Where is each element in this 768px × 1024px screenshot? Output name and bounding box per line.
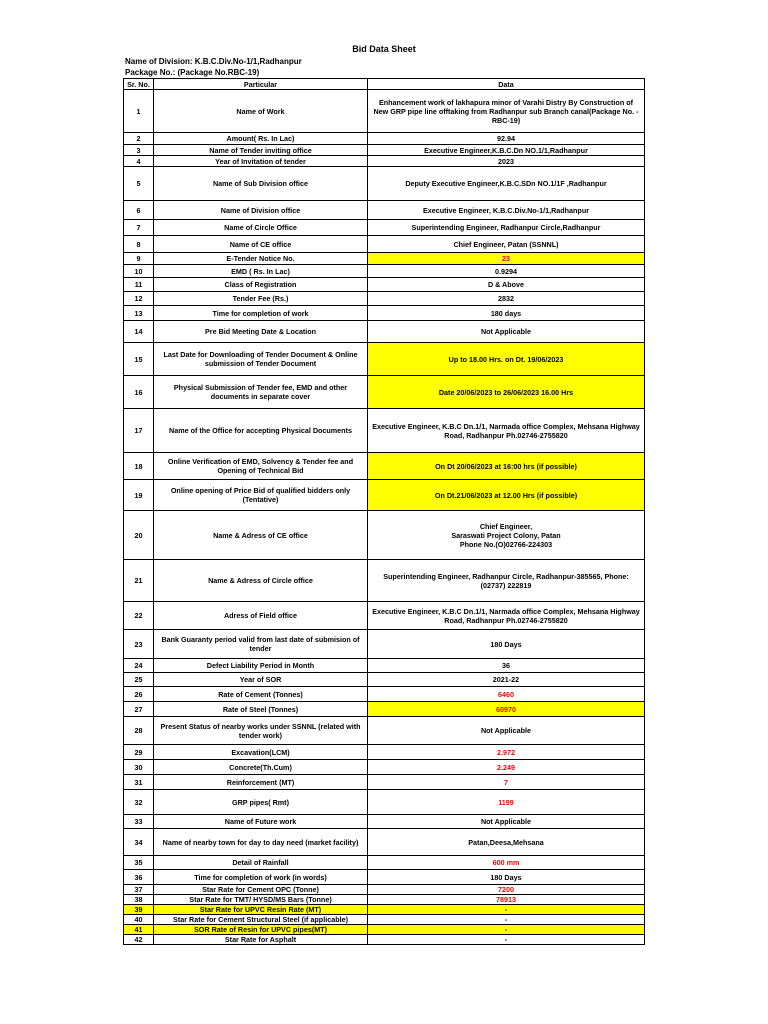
row-data: Superintending Engineer, Radhanpur Circle,Radhanpur — [368, 220, 645, 236]
row-sr: 25 — [124, 673, 154, 687]
table-row — [124, 915, 645, 925]
row-particular: Star Rate for Asphalt — [154, 935, 368, 945]
table-row — [124, 760, 645, 775]
table-row — [124, 409, 645, 453]
row-sr: 34 — [124, 829, 154, 856]
row-sr: 21 — [124, 560, 154, 602]
sheet-title: Bid Data Sheet — [352, 44, 416, 54]
row-sr: 9 — [124, 253, 154, 265]
table-row — [124, 630, 645, 659]
row-data: 6460 — [368, 687, 645, 702]
row-sr: 38 — [124, 895, 154, 905]
row-particular: Pre Bid Meeting Date & Location — [154, 321, 368, 343]
row-sr: 15 — [124, 343, 154, 376]
row-data: Not Applicable — [368, 717, 645, 745]
row-particular: Adress of Field office — [154, 602, 368, 630]
row-sr: 7 — [124, 220, 154, 236]
row-particular: Year of SOR — [154, 673, 368, 687]
row-data: On Dt.21/06/2023 at 12.00 Hrs (if possible) — [368, 480, 645, 511]
row-particular: Concrete(Th.Cum) — [154, 760, 368, 775]
row-particular: EMD ( Rs. In Lac) — [154, 265, 368, 278]
row-sr: 13 — [124, 306, 154, 321]
row-particular: Rate of Cement (Tonnes) — [154, 687, 368, 702]
table-row — [124, 145, 645, 156]
table-row — [124, 659, 645, 673]
bid-data-table — [123, 78, 645, 945]
row-particular: Name of nearby town for day to day need (market facility) — [154, 829, 368, 856]
row-data: 2.249 — [368, 760, 645, 775]
row-sr: 41 — [124, 925, 154, 935]
row-sr: 14 — [124, 321, 154, 343]
row-data: 36 — [368, 659, 645, 673]
row-sr: 6 — [124, 201, 154, 220]
ce-office-line: Phone No.(O)02766-224303 — [459, 539, 553, 549]
row-sr: 35 — [124, 856, 154, 870]
row-particular: Present Status of nearby works under SSNNL (related with tender work) — [154, 717, 368, 745]
row-sr: 20 — [124, 511, 154, 560]
row-data: 180 days — [368, 306, 645, 321]
row-sr: 31 — [124, 775, 154, 790]
table-row — [124, 236, 645, 253]
table-row — [124, 829, 645, 856]
row-data: 7 — [368, 775, 645, 790]
table-row — [124, 925, 645, 935]
table-row — [124, 292, 645, 306]
row-sr: 16 — [124, 376, 154, 409]
row-particular: Amount( Rs. In Lac) — [154, 133, 368, 145]
row-data: - — [368, 905, 645, 915]
row-particular: Year of Invitation of tender — [154, 156, 368, 167]
row-particular: Name of Work — [154, 90, 368, 133]
header-particular: Particular — [154, 79, 368, 90]
row-particular: Class of Registration — [154, 278, 368, 292]
row-data: Patan,Deesa,Mehsana — [368, 829, 645, 856]
row-data: Deputy Executive Engineer,K.B.C.SDn NO.1/1F ,Radhanpur — [368, 167, 645, 201]
row-particular: Name & Adress of Circle office — [154, 560, 368, 602]
row-particular: Reinforcement (MT) — [154, 775, 368, 790]
row-data: 23 — [368, 253, 645, 265]
row-data: Date 20/06/2023 to 26/06/2023 16.00 Hrs — [368, 376, 645, 409]
row-data: Executive Engineer, K.B.C Dn.1/1, Narmada office Complex, Mehsana Highway Road, Radhanpur Ph.02746-2755820 — [368, 602, 645, 630]
row-particular: SOR Rate of Resin for UPVC pipes(MT) — [154, 925, 368, 935]
table-row — [124, 560, 645, 602]
row-data: On Dt 20/06/2023 at 16:00 hrs (if possible) — [368, 453, 645, 480]
table-row — [124, 343, 645, 376]
row-sr: 12 — [124, 292, 154, 306]
row-particular: Online Verification of EMD, Solvency & Tender fee and Opening of Technical Bid — [154, 453, 368, 480]
row-particular: Time for completion of work — [154, 306, 368, 321]
row-sr: 33 — [124, 815, 154, 829]
package-line: Package No.: (Package No.RBC-19) — [125, 68, 260, 77]
table-row — [124, 321, 645, 343]
row-particular: Time for completion of work (in words) — [154, 870, 368, 885]
table-row — [124, 201, 645, 220]
header-data: Data — [368, 79, 645, 90]
row-data: 78913 — [368, 895, 645, 905]
row-sr: 4 — [124, 156, 154, 167]
table-row — [124, 895, 645, 905]
row-data: Up to 18.00 Hrs. on Dt. 19/06/2023 — [368, 343, 645, 376]
row-data: D & Above — [368, 278, 645, 292]
row-particular: Name of the Office for accepting Physical Documents — [154, 409, 368, 453]
row-sr: 18 — [124, 453, 154, 480]
table-row — [124, 306, 645, 321]
row-particular: Name & Adress of CE office — [154, 511, 368, 560]
row-data: Not Applicable — [368, 815, 645, 829]
row-data: - — [368, 935, 645, 945]
row-sr: 1 — [124, 90, 154, 133]
table-row — [124, 815, 645, 829]
table-row — [124, 133, 645, 145]
row-particular: Name of Division office — [154, 201, 368, 220]
row-sr: 2 — [124, 133, 154, 145]
table-row — [124, 602, 645, 630]
row-sr: 29 — [124, 745, 154, 760]
ce-office-line: Saraswati Project Colony, Patan — [451, 530, 561, 540]
row-data: 600 mm — [368, 856, 645, 870]
row-data: 1199 — [368, 790, 645, 815]
table-row — [124, 265, 645, 278]
row-data: 2023 — [368, 156, 645, 167]
table-row — [124, 90, 645, 133]
table-row — [124, 220, 645, 236]
row-sr: 32 — [124, 790, 154, 815]
row-sr: 30 — [124, 760, 154, 775]
row-sr: 40 — [124, 915, 154, 925]
row-sr: 26 — [124, 687, 154, 702]
table-row — [124, 376, 645, 409]
row-data: 60970 — [368, 702, 645, 717]
row-data: Executive Engineer, K.B.C.Div.No-1/1,Radhanpur — [368, 201, 645, 220]
row-sr: 42 — [124, 935, 154, 945]
row-data: 2.972 — [368, 745, 645, 760]
row-particular: Excavation(LCM) — [154, 745, 368, 760]
row-particular: Defect Liability Period in Month — [154, 659, 368, 673]
ce-office-line: Chief Engineer, — [479, 521, 533, 531]
table-row — [124, 745, 645, 760]
row-data — [368, 511, 645, 560]
division-line: Name of Division: K.B.C.Div.No-1/1,Radhanpur — [125, 57, 302, 66]
row-particular: Rate of Steel (Tonnes) — [154, 702, 368, 717]
row-particular: Star Rate for TMT/ HYSD/MS Bars (Tonne) — [154, 895, 368, 905]
row-data: 180 Days — [368, 630, 645, 659]
row-sr: 19 — [124, 480, 154, 511]
row-data: 2021-22 — [368, 673, 645, 687]
row-data: Not Applicable — [368, 321, 645, 343]
table-row — [124, 511, 645, 560]
row-particular: E-Tender Notice No. — [154, 253, 368, 265]
row-particular: Name of Tender inviting office — [154, 145, 368, 156]
table-row — [124, 278, 645, 292]
row-particular: Star Rate for Cement OPC (Tonne) — [154, 885, 368, 895]
row-sr: 23 — [124, 630, 154, 659]
row-data: 7200 — [368, 885, 645, 895]
row-particular: Bank Guaranty period valid from last date of submision of tender — [154, 630, 368, 659]
row-data: 92.94 — [368, 133, 645, 145]
row-sr: 22 — [124, 602, 154, 630]
row-particular: Detail of Rainfall — [154, 856, 368, 870]
row-particular: GRP pipes( Rmt) — [154, 790, 368, 815]
row-particular: Name of Circle Office — [154, 220, 368, 236]
table-row — [124, 167, 645, 201]
table-row — [124, 775, 645, 790]
row-data: 180 Days — [368, 870, 645, 885]
row-data: Chief Engineer, Patan (SSNNL) — [368, 236, 645, 253]
row-particular: Physical Submission of Tender fee, EMD and other documents in separate cover — [154, 376, 368, 409]
table-header-row — [124, 79, 645, 90]
row-sr: 10 — [124, 265, 154, 278]
row-sr: 37 — [124, 885, 154, 895]
row-sr: 27 — [124, 702, 154, 717]
row-sr: 39 — [124, 905, 154, 915]
row-data: Enhancement work of lakhapura minor of Varahi Distry By Construction of New GRP pipe line offtaking from Radhanpur sub Branch canal(Package No. -RBC-19) — [368, 90, 645, 133]
row-particular: Star Rate for UPVC Resin Rate (MT) — [154, 905, 368, 915]
row-particular: Name of CE office — [154, 236, 368, 253]
row-particular: Online opening of Price Bid of qualified bidders only (Tentative) — [154, 480, 368, 511]
row-sr: 3 — [124, 145, 154, 156]
table-row — [124, 687, 645, 702]
table-row — [124, 480, 645, 511]
row-data: - — [368, 925, 645, 935]
row-sr: 17 — [124, 409, 154, 453]
table-row — [124, 935, 645, 945]
row-particular: Name of Sub Division office — [154, 167, 368, 201]
row-sr: 28 — [124, 717, 154, 745]
row-particular: Star Rate for Cement Structural Steel (if applicable) — [154, 915, 368, 925]
table-row — [124, 885, 645, 895]
row-data: Executive Engineer, K.B.C Dn.1/1, Narmada office Complex, Mehsana Highway Road, Radhanpur Ph.02746-2755820 — [368, 409, 645, 453]
row-data: 0.9294 — [368, 265, 645, 278]
table-row — [124, 905, 645, 915]
row-sr: 11 — [124, 278, 154, 292]
table-row — [124, 702, 645, 717]
table-row — [124, 856, 645, 870]
row-sr: 5 — [124, 167, 154, 201]
row-sr: 36 — [124, 870, 154, 885]
row-particular: Last Date for Downloading of Tender Document & Online submission of Tender Document — [154, 343, 368, 376]
row-data: - — [368, 915, 645, 925]
table-row — [124, 790, 645, 815]
row-sr: 8 — [124, 236, 154, 253]
header-sr-no: Sr. No. — [124, 79, 154, 90]
row-data: 2832 — [368, 292, 645, 306]
row-sr: 24 — [124, 659, 154, 673]
table-row — [124, 453, 645, 480]
table-row — [124, 673, 645, 687]
row-data: Superintending Engineer, Radhanpur Circle, Radhanpur-385565, Phone: (02737) 222819 — [368, 560, 645, 602]
table-row — [124, 717, 645, 745]
row-particular: Name of Future work — [154, 815, 368, 829]
table-row — [124, 253, 645, 265]
table-row — [124, 156, 645, 167]
row-particular: Tender Fee (Rs.) — [154, 292, 368, 306]
row-data: Executive Engineer,K.B.C.Dn NO.1/1,Radhanpur — [368, 145, 645, 156]
table-row — [124, 870, 645, 885]
